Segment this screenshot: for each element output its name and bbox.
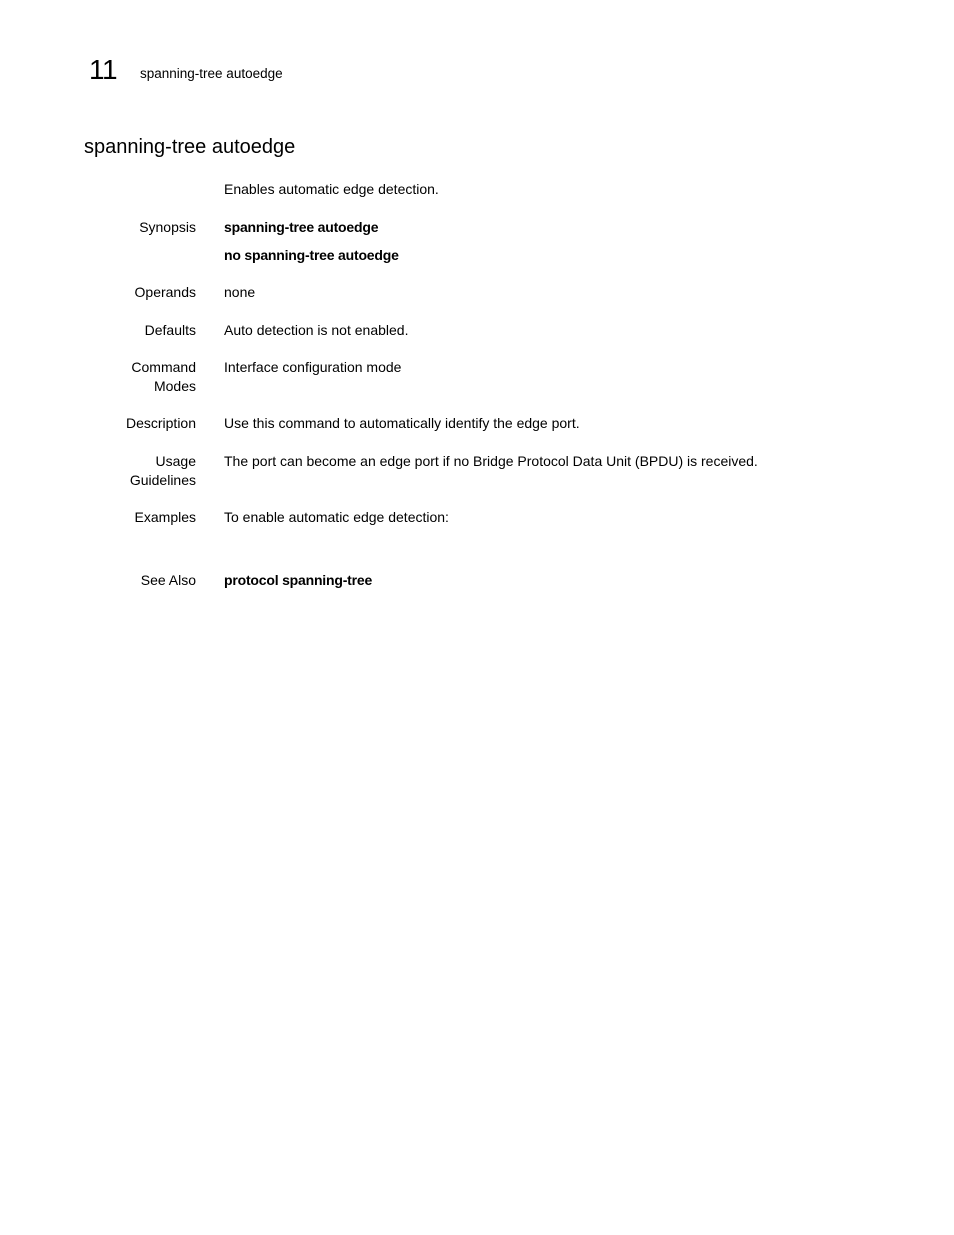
description-value: Use this command to automatically identify the edge port. <box>224 415 580 431</box>
command-modes-label-line2: Modes <box>153 378 196 394</box>
synopsis-no-command: no spanning-tree autoedge <box>224 247 399 263</box>
examples-label: Examples <box>134 509 196 525</box>
command-modes-label <box>56 358 196 396</box>
intro-text: Enables automatic edge detection. <box>224 181 439 197</box>
usage-guidelines-label <box>56 452 196 490</box>
command-modes-label-line1: Command <box>131 359 196 375</box>
defaults-label: Defaults <box>144 322 196 338</box>
examples-value: To enable automatic edge detection: <box>224 509 449 525</box>
page-title: spanning-tree autoedge <box>84 136 296 158</box>
defaults-value: Auto detection is not enabled. <box>224 322 409 338</box>
chapter-number: 11 <box>89 54 118 85</box>
operands-value: none <box>224 284 256 300</box>
command-modes-value: Interface configuration mode <box>224 359 402 375</box>
usage-guidelines-label-line1: Usage <box>155 453 196 469</box>
usage-guidelines-value: The port can become an edge port if no Bridge Protocol Data Unit (BPDU) is received. <box>224 453 758 469</box>
description-label: Description <box>125 415 196 431</box>
running-title: spanning-tree autoedge <box>140 66 283 81</box>
operands-label: Operands <box>134 284 196 300</box>
synopsis-label: Synopsis <box>139 219 196 235</box>
synopsis-command: spanning-tree autoedge <box>224 219 379 235</box>
see-also-link[interactable]: protocol spanning-tree <box>224 572 373 588</box>
see-also-label: See Also <box>140 572 196 588</box>
usage-guidelines-label-line2: Guidelines <box>129 472 196 488</box>
